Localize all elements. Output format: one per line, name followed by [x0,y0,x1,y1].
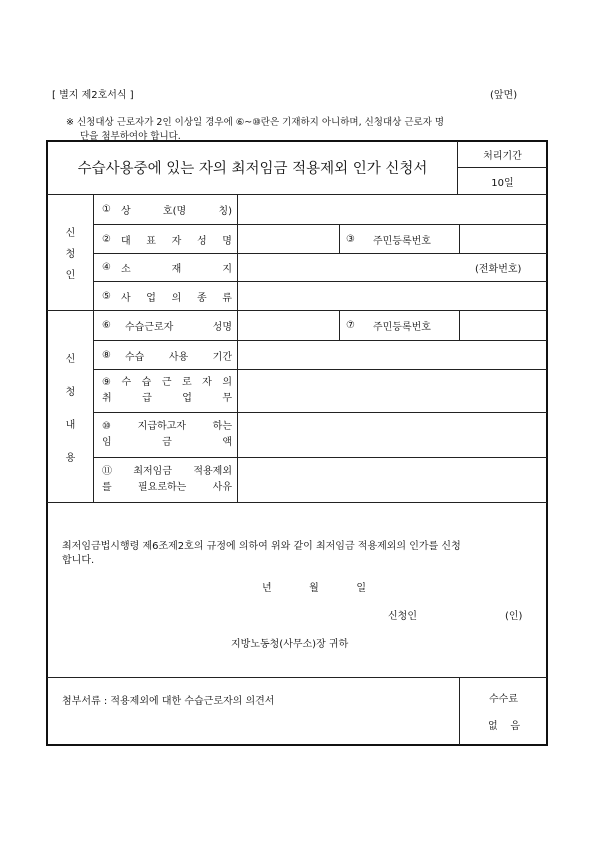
row-business-name: ① 상 호(명 칭) [102,204,232,217]
statement-line-1: 최저임금법시행령 제6조제2호의 규정에 의하여 위와 같이 최저임금 적용제외의 인가를 신청 [62,541,461,552]
resident-number-label-1: ③ 주민등록번호 [346,233,431,247]
row-location: ④ 소 재 지 [102,262,232,275]
row-wage-amount: ⑩ 지급하고자 하는 임 금 액 [102,421,232,448]
row-trainee-duties: ⑨ 수 습 근 로 자 의 취 급 업 무 [102,377,232,404]
page-side: (앞면) [490,90,518,101]
applicant-section-label: 신 청 인 [65,228,76,281]
date-line: 년 월 일 [262,583,366,594]
row-business-type: ⑤ 사 업 의 종 류 [102,290,232,304]
row-trainee-name: ⑥ 수습근로자 성명 [102,320,232,333]
processing-period-label: 처리기간 [483,150,522,162]
notice-line-2: 단을 첨부하여야 합니다. [80,131,181,142]
applicant-signature-label: 신청인 [388,611,417,622]
fee-label: 수수료 [489,693,518,705]
phone-number-label: (전화번호) [475,264,522,275]
form-code: [ 별지 제2호서식 ] [52,90,134,101]
notice-line-1: ※ 신청대상 근로자가 2인 이상일 경우에 ⑥~⑩란은 기재하지 아니하며, 신청대상 근로자 명 [66,117,445,128]
statement-line-2: 합니다. [62,555,95,566]
fee-value: 없 음 [488,721,520,732]
form-title: 수습사용중에 있는 자의 최저임금 적용제외 인가 신청서 [77,161,428,177]
resident-number-label-2: ⑦ 주민등록번호 [346,320,431,333]
application-section-label: 신 청 내 용 [65,353,76,464]
row-exemption-reason: ⑪ 최저임금 적용제외 를 필요로하는 사유 [102,466,232,493]
attachment-note: 첨부서류 : 적용제외에 대한 수습근로자의 의견서 [62,696,275,707]
addressee: 지방노동청(사무소)장 귀하 [231,639,349,650]
row-probation-period: ⑧ 수습 사용 기간 [102,349,232,363]
seal-mark: (인) [505,611,523,622]
row-representative-name: ② 대 표 자 성 명 [102,233,232,247]
processing-period-value: 10일 [491,177,514,189]
